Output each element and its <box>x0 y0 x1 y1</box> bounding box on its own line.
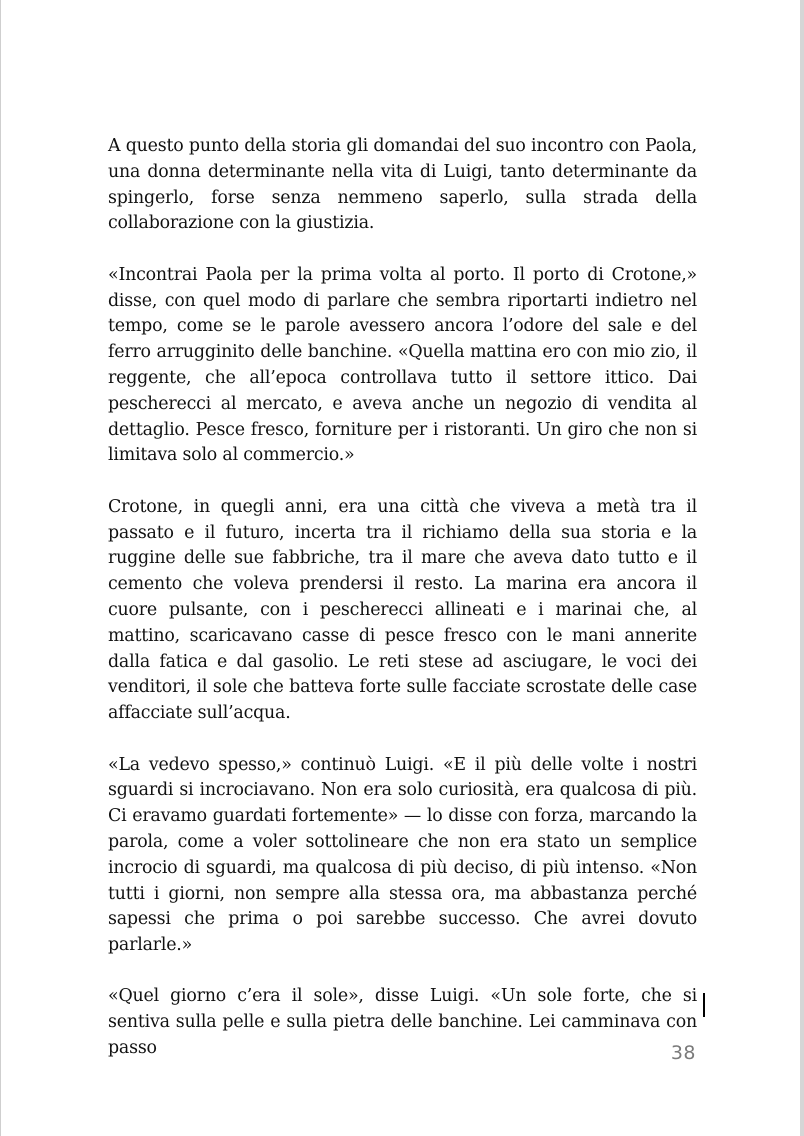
page-number: 38 <box>670 1042 696 1064</box>
page-right-border <box>800 0 804 1136</box>
paragraph-1[interactable]: A questo punto della storia gli domandai del suo incontro con Paola, una donna determinante nella vita di Luigi, tanto determinante da spingerlo, forse senza nemmeno saperlo, sulla strada della collaborazione con la giustizia. <box>108 136 697 234</box>
body-text[interactable] <box>108 134 697 1062</box>
paragraph-3[interactable]: Crotone, in quegli anni, era una città che viveva a metà tra il passato e il futuro, incerta tra il richiamo della sua storia e la ruggine delle sue fabbriche, tra il mare che aveva dato tutto e il cemento che voleva prendersi il resto. La marina era ancora il cuore pulsante, con i pescherecci allineati e i marinai che, al mattino, scaricavano casse di pesce fresco con le mani annerite dalla fatica e dal gasolio. Le reti stese ad asciugare, le voci dei venditori, il sole che batteva forte sulle facciate scrostate delle case affacciate sull’acqua. <box>108 496 697 724</box>
paragraph-4[interactable]: «La vedevo spesso,» continuò Luigi. «E il più delle volte i nostri sguardi si incrociavano. Non era solo curiosità, era qualcosa di più. Ci eravamo guardati fortemente» — lo disse con forza, marcando la parola, come a voler sottolineare che non era stato un semplice incrocio di sguardi, ma qualcosa di più deciso, di più intenso. «Non tutti i giorni, non sempre alla stessa ora, ma abbastanza perché sapessi che prima o poi sarebbe successo. Che avrei dovuto parlarle.» <box>108 754 697 956</box>
text-cursor <box>703 993 705 1017</box>
paragraph-5[interactable]: «Quel giorno c’era il sole», disse Luigi. «Un sole forte, che si sentiva sulla pelle e sulla pietra delle banchine. Lei camminava con passo <box>108 986 697 1059</box>
page-left-border <box>0 0 1 1136</box>
paragraph-2[interactable]: «Incontrai Paola per la prima volta al porto. Il porto di Crotone,» disse, con quel modo di parlare che sembra riportarti indietro nel tempo, come se le parole avessero ancora l’odore del sale e del ferro arrugginito delle banchine. «Quella mattina ero con mio zio, il reggente, che all’epoca controllava tutto il settore ittico. Dai pescherecci al mercato, e aveva anche un negozio di vendita al dettaglio. Pesce fresco, forniture per i ristoranti. Un giro che non si limitava solo al commercio.» <box>108 264 697 466</box>
